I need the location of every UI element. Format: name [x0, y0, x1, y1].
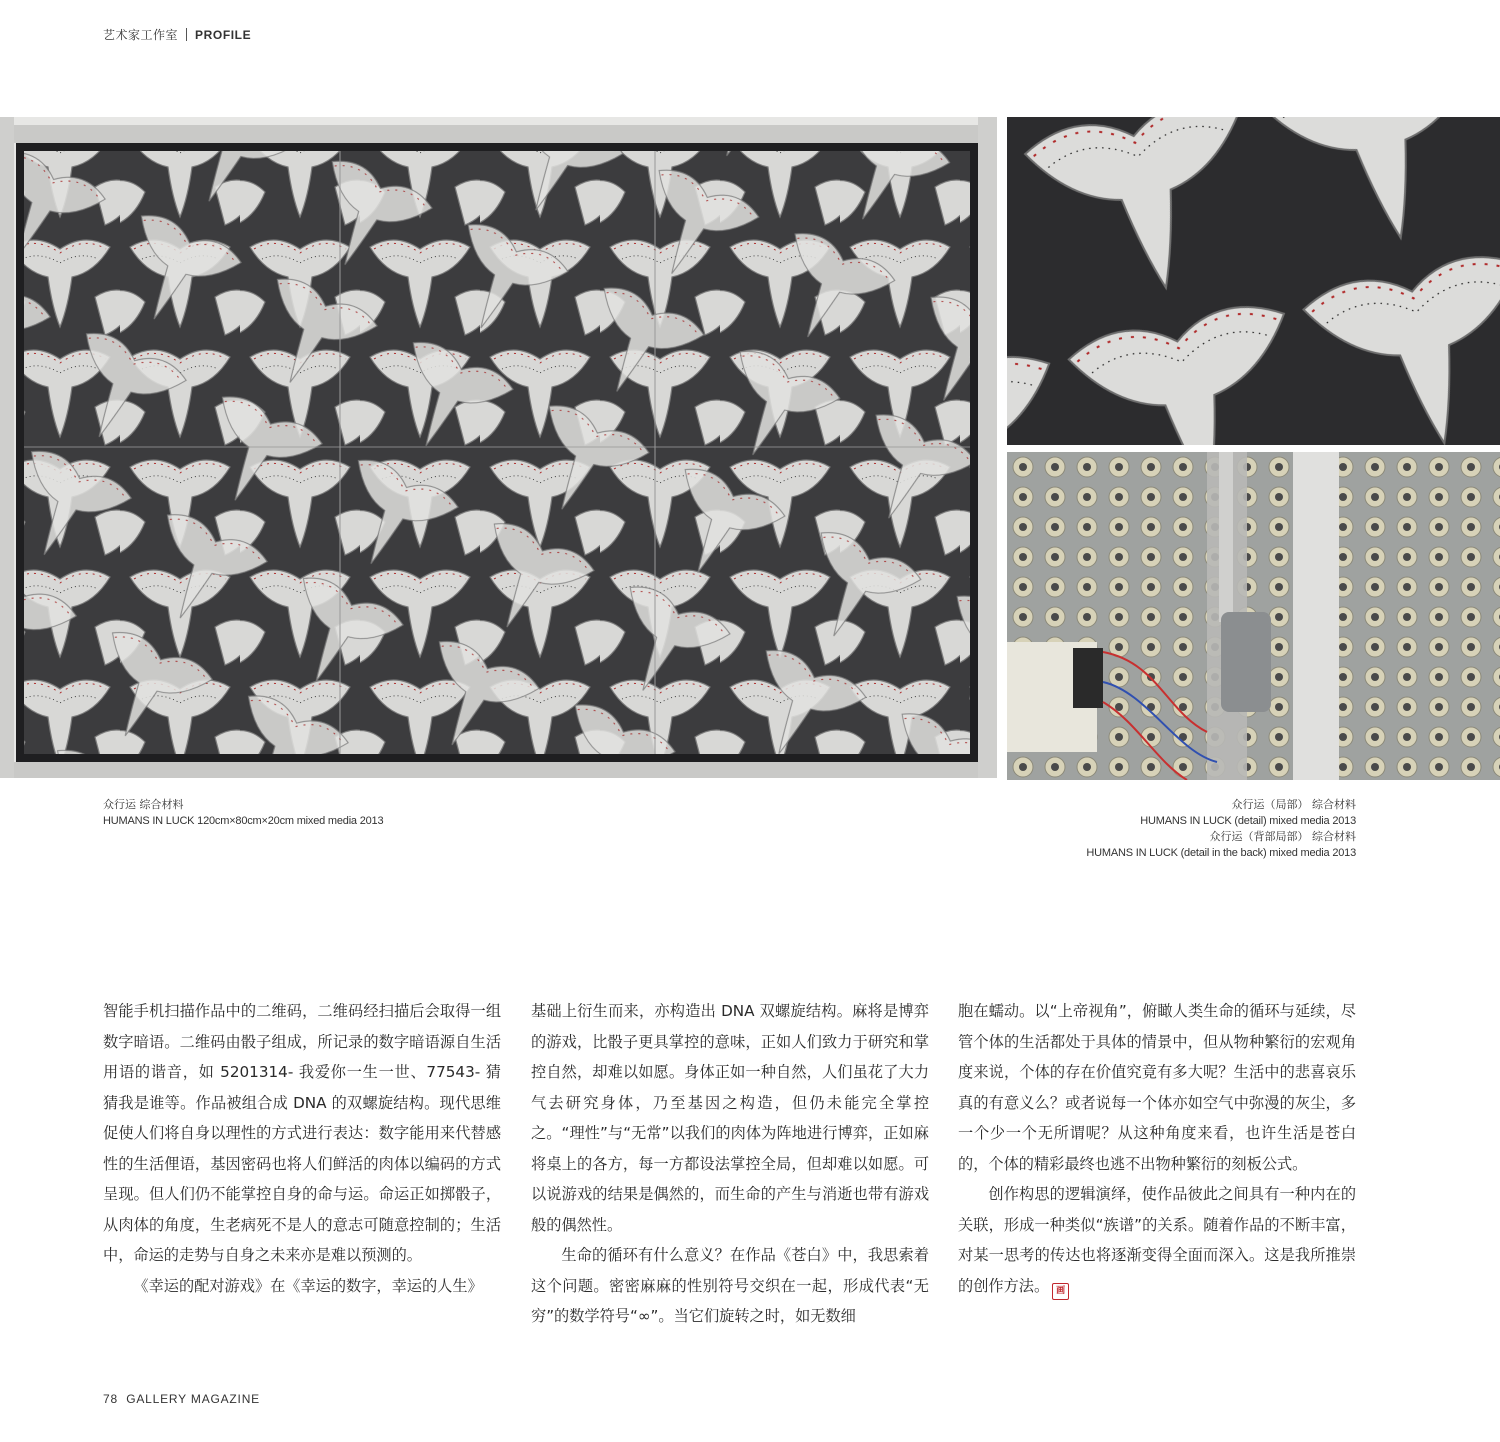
article-column-3 [958, 996, 1356, 1301]
header-divider [186, 28, 187, 41]
article-column-2 [531, 996, 929, 1332]
caption-main-cn: 众行运 综合材料 [103, 798, 184, 811]
section-title-cn: 艺术家工作室 [103, 28, 179, 42]
paragraph: 智能手机扫描作品中的二维码，二维码经扫描后会取得一组数字暗语。二维码由骰子组成，所记录的数字暗语源自生活用语的谐音，如 5201314- 我爱你一生一世、77543- 猜猜我是谁等。作品被组合成 DNA 的双螺旋结构。现代思维促使人们将自身以理性的方式进行表达：数字能用来代替感性的生活俚语，基因密码也将人们鲜活的肉体以编码的方式呈现。但人们仍不能掌控自身的命与运。命运正如掷骰子，从肉体的角度，生老病死不是人的意志可随意控制的；生活中，命运的走势与自身之未来亦是难以预测的。 [103, 1002, 501, 1264]
artwork-photo-humans-in-luck [0, 117, 997, 778]
caption-detail-en: HUMANS IN LUCK (detail) mixed media 2013 [1140, 815, 1356, 827]
caption-main-en: HUMANS IN LUCK 120cm×80cm×20cm mixed media 2013 [103, 815, 384, 827]
artwork-back-detail-photo [1007, 452, 1500, 780]
paragraph: 生命的循环有什么意义？在作品《苍白》中，我思索着这个问题。密密麻麻的性别符号交织在一起，形成代表“无穷”的数学符号“∞”。当它们旋转之时，如无数细 [531, 1246, 929, 1325]
section-title-en: PROFILE [195, 28, 252, 42]
caption-detail-cn: 众行运（局部） 综合材料 [1231, 798, 1356, 811]
detail-photo-top [1007, 117, 1500, 445]
running-header [103, 26, 251, 43]
main-artwork-photo [0, 117, 997, 778]
paragraph-text: 创作构思的逻辑演绎，使作品彼此之间具有一种内在的关联，形成一种类似“族谱”的关系。随着作品的不断丰富，对某一思考的传达也将逐渐变得全面而深入。这是我所推崇的创作方法。 [958, 1185, 1356, 1295]
paragraph: 胞在蠕动。以“上帝视角”，俯瞰人类生命的循环与延续，尽管个体的生活都处于具体的情景中，但从物种繁衍的宏观角度来说，个体的存在价值究竟有多大呢？生活中的悲喜哀乐真的有意义么？或者说每一个体亦如空气中弥漫的灰尘，多一个少一个无所谓呢？从这种角度来看，也许生活是苍白的，个体的精彩最终也逃不出物种繁衍的刻板公式。 [958, 1002, 1356, 1173]
article-column-1 [103, 996, 501, 1301]
caption-back-en: HUMANS IN LUCK (detail in the back) mixed media 2013 [1086, 847, 1356, 859]
page-footer [103, 1392, 260, 1406]
caption-details [1086, 797, 1356, 861]
paragraph: 基础上衍生而来，亦构造出 DNA 双螺旋结构。麻将是博弈的游戏，比骰子更具掌控的意味，正如人们致力于研究和掌控自然，却难以如愿。身体正如一种自然，人们虽花了大力气去研究身体，乃至基因之构造，但仍未能完全掌控之。“理性”与“无常”以我们的肉体为阵地进行博弈，正如麻将桌上的各方，每一方都设法掌控全局，但却难以如愿。可以说游戏的结果是偶然的，而生命的产生与消逝也带有游戏般的偶然性。 [531, 1002, 929, 1234]
paragraph [958, 1179, 1356, 1301]
paragraph: 《幸运的配对游戏》在《幸运的数字，幸运的人生》 [133, 1276, 483, 1295]
caption-main [103, 797, 383, 829]
page-number: 78 [103, 1392, 118, 1406]
artwork-detail-photo [1007, 117, 1500, 445]
end-mark-icon: 画 [1052, 1283, 1069, 1300]
magazine-name: GALLERY MAGAZINE [126, 1392, 260, 1406]
detail-photo-bottom [1007, 452, 1500, 780]
caption-back-cn: 众行运（背部局部） 综合材料 [1209, 830, 1356, 843]
